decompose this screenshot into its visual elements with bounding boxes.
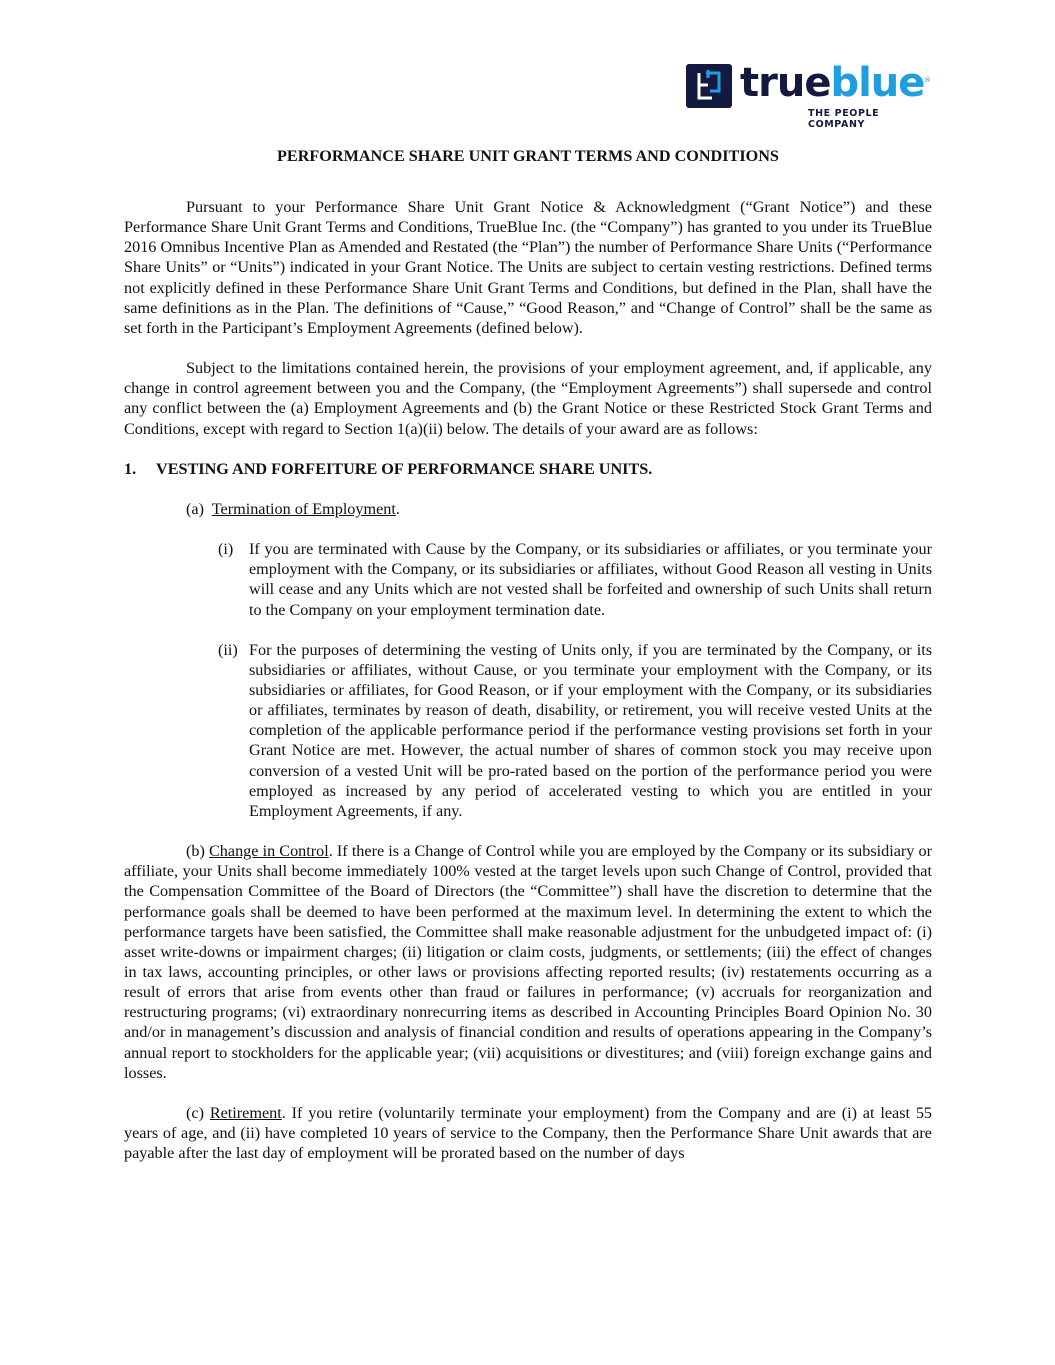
clause-label: (ii) — [218, 640, 238, 659]
logo-wordmark — [740, 58, 924, 108]
subsection-title: Retirement — [209, 1103, 282, 1122]
registered-mark: ® — [924, 76, 931, 84]
logo-tagline: THE PEOPLE COMPANY — [808, 108, 880, 130]
logo-word-true: true — [740, 60, 831, 106]
subsection-text: . If you retire (voluntarily terminate your employment) from the Company and are (i) at least 55 years of age, and (ii) have completed 10 years of service to the Company, then the Performance Share Unit awards that are payable after the last day of employment will be prorated based on the number of days — [124, 1103, 933, 1163]
clause-text: For the purposes of determining the vesting of Units only, if you are terminated by the Company, or its subsidiaries or affiliates, without Cause, or you terminate your employment with the Company, or its subsidiaries or affiliates, for Good Reason, or if your employment with the Company, or its subsidiaries or affiliates, terminates by reason of death, disability, or retirement, you will receive vested Units at the completion of the applicable performance period if the performance vesting provisions set forth in your Grant Notice are met. However, the actual number of shares of common stock you may receive upon conversion of a vested Unit will be pro-rated based on the portion of the performance period you were employed as increased by any period of accelerated vesting to which you are entitled in your Employment Agreements, if any. — [249, 640, 932, 820]
trueblue-logo — [686, 60, 936, 130]
subsection-label: (a) — [186, 499, 204, 518]
punctuation: . — [395, 499, 400, 518]
intro-paragraph-1: Pursuant to your Performance Share Unit Grant Notice & Acknowledgment (“Grant Notice”) and these Performance Share Unit Grant Terms and Conditions, TrueBlue Inc. (the “Company”) has granted to you under its TrueBlue 2016 Omnibus Incentive Plan as Amended and Restated (the “Plan”) the number of Performance Share Units (“Performance Share Units” or “Units”) indicated in your Grant Notice. The Units are subject to certain vesting restrictions. Defined terms not explicitly defined in these Performance Share Unit Grant Terms and Conditions, but defined in the Plan, shall have the same definitions as in the Plan. The definitions of “Cause,” “Good Reason,” and “Change of Control” shall be the same as set forth in the Participant’s Employment Agreements (defined below). — [124, 198, 932, 337]
trueblue-logo-mark-icon — [686, 64, 732, 108]
clause-label: (i) — [218, 540, 234, 559]
document-body — [124, 146, 932, 1163]
section-1-heading — [124, 459, 932, 479]
subsection-title: Termination of Employment — [211, 499, 396, 518]
document-title: PERFORMANCE SHARE UNIT GRANT TERMS AND CONDITIONS — [277, 147, 779, 165]
subsection-c — [124, 1103, 932, 1163]
subsection-label: (b) — [186, 842, 205, 861]
clause-text: If you are terminated with Cause by the Company, or its subsidiaries or affiliates, or you terminate your employment with the Company, or its subsidiaries or affiliates, without Good Reason all vesting in Units will cease and any Units which are not vested shall be forfeited and ownership of such Units shall return to the Company on your employment termination date. — [249, 540, 932, 619]
intro-paragraph-2: Subject to the limitations contained herein, the provisions of your employment agreement, and, if applicable, any change in control agreement between you and the Company, (the “Employment Agreements”) shall supersede and control any conflict between the (a) Employment Agreements and (b) the Grant Notice or these Restricted Stock Grant Terms and Conditions, except with regard to Section 1(a)(ii) below. The details of your award are as follows: — [124, 359, 932, 438]
section-number: 1. — [124, 459, 137, 478]
subsection-a-heading — [124, 499, 932, 519]
subsection-b — [124, 841, 932, 1083]
subsection-text: . If there is a Change of Control while you are employed by the Company or its subsidiary or affiliate, your Units shall become immediately 100% vested at the target levels upon such Change of Control, provided that the Compensation Committee of the Board of Directors (the “Committee”) shall have the discretion to determine that the performance goals shall be deemed to have been performed at the maximum level. In determining the extent to which the performance targets have been satisfied, the Committee shall make reasonable adjustment for the unbudgeted impact of: (i) asset write-downs or impairment charges; (ii) litigation or claim costs, judgments, or settlements; (iii) the effect of changes in tax laws, accounting principles, or other laws or provisions affecting reported results; (iv) restatements occurring as a result of errors that arise from events other than fraud or failures in performance; (v) accruals for reorganization and restructuring programs; (vi) extraordinary nonrecurring items as described in Accounting Principles Board Opinion No. 30 and/or in management’s discussion and analysis of financial condition and results of operations appearing in the Company’s annual report to stockholders for the applicable year; (vii) acquisitions or divestitures; and (viii) foreign exchange gains and losses. — [124, 842, 932, 1082]
clause-a-i — [124, 539, 932, 620]
clause-a-ii — [124, 640, 932, 821]
logo-word-blue: blue — [830, 60, 925, 106]
subsection-label: (c) — [186, 1103, 204, 1122]
section-heading-text: VESTING AND FORFEITURE OF PERFORMANCE SHARE UNITS. — [156, 459, 653, 478]
subsection-title: Change in Control — [209, 842, 329, 861]
